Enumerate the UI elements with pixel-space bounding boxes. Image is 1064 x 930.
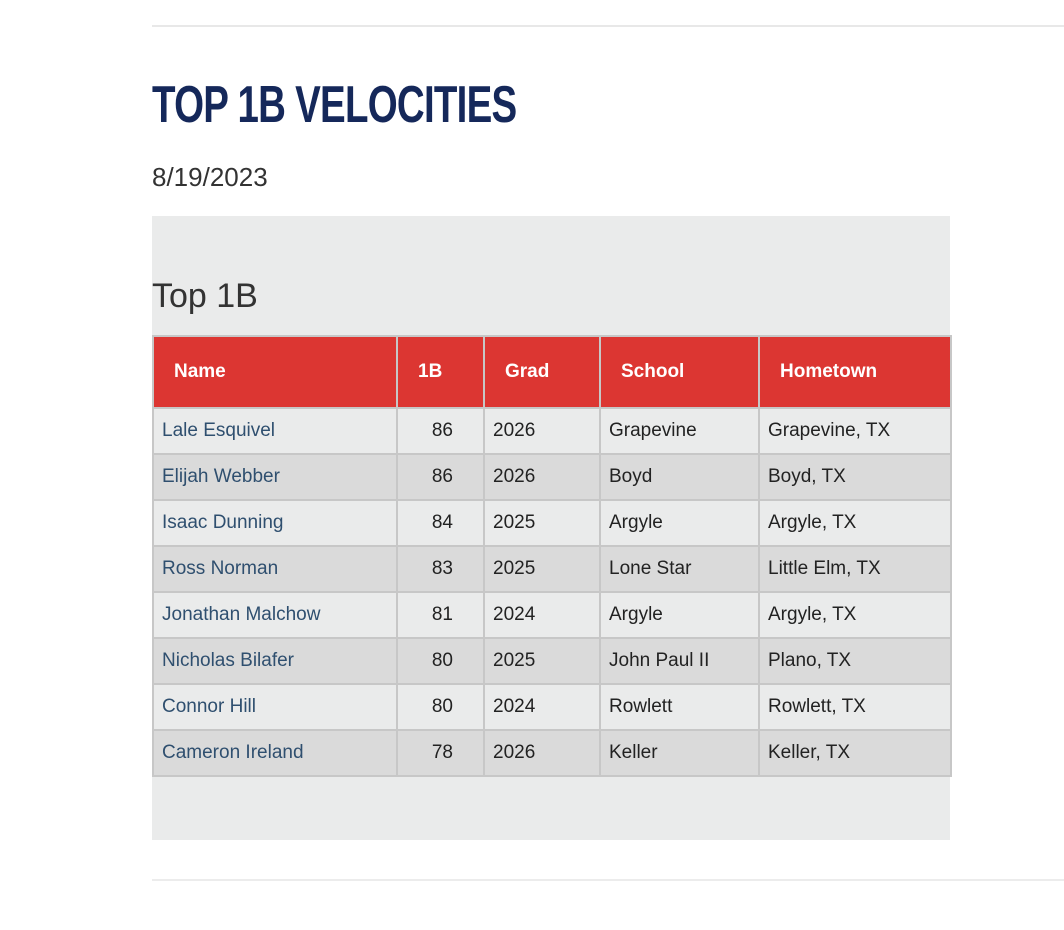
column-header-1b: 1B [397, 336, 484, 408]
velocity-cell: 83 [397, 546, 484, 592]
school-cell: Argyle [600, 592, 759, 638]
player-name-link[interactable]: Lale Esquivel [153, 408, 397, 454]
grad-cell: 2026 [484, 454, 600, 500]
hometown-cell: Plano, TX [759, 638, 951, 684]
school-cell: Argyle [600, 500, 759, 546]
column-header-name: Name [153, 336, 397, 408]
grad-cell: 2024 [484, 684, 600, 730]
hometown-cell: Argyle, TX [759, 592, 951, 638]
player-name-link[interactable]: Jonathan Malchow [153, 592, 397, 638]
hometown-cell: Rowlett, TX [759, 684, 951, 730]
table-row [153, 500, 951, 546]
grad-cell: 2026 [484, 730, 600, 776]
page-title: TOP 1B VELOCITIES [152, 76, 517, 134]
table-heading: Top 1B [152, 277, 258, 315]
player-name-link[interactable]: Nicholas Bilafer [153, 638, 397, 684]
table-body [153, 408, 951, 776]
column-header-school: School [600, 336, 759, 408]
table-row [153, 684, 951, 730]
column-header-grad: Grad [484, 336, 600, 408]
table-row [153, 592, 951, 638]
top-divider [152, 25, 1064, 27]
table-row [153, 730, 951, 776]
school-cell: Rowlett [600, 684, 759, 730]
table-header [153, 336, 951, 408]
column-header-hometown: Hometown [759, 336, 951, 408]
player-name-link[interactable]: Elijah Webber [153, 454, 397, 500]
table-row [153, 546, 951, 592]
hometown-cell: Grapevine, TX [759, 408, 951, 454]
grad-cell: 2025 [484, 638, 600, 684]
player-name-link[interactable]: Isaac Dunning [153, 500, 397, 546]
school-cell: John Paul II [600, 638, 759, 684]
velocity-cell: 78 [397, 730, 484, 776]
table-row [153, 454, 951, 500]
grad-cell: 2024 [484, 592, 600, 638]
player-name-link[interactable]: Ross Norman [153, 546, 397, 592]
velocity-cell: 86 [397, 408, 484, 454]
hometown-cell: Boyd, TX [759, 454, 951, 500]
hometown-cell: Little Elm, TX [759, 546, 951, 592]
post-date: 8/19/2023 [152, 162, 268, 192]
velocity-cell: 80 [397, 638, 484, 684]
velocity-cell: 80 [397, 684, 484, 730]
grad-cell: 2025 [484, 546, 600, 592]
hometown-cell: Keller, TX [759, 730, 951, 776]
velocity-cell: 86 [397, 454, 484, 500]
header-row [153, 336, 951, 408]
table-row [153, 408, 951, 454]
velocity-cell: 81 [397, 592, 484, 638]
hometown-cell: Argyle, TX [759, 500, 951, 546]
velocity-cell: 84 [397, 500, 484, 546]
grad-cell: 2025 [484, 500, 600, 546]
bottom-divider [152, 879, 1064, 881]
player-name-link[interactable]: Cameron Ireland [153, 730, 397, 776]
school-cell: Lone Star [600, 546, 759, 592]
school-cell: Grapevine [600, 408, 759, 454]
table-row [153, 638, 951, 684]
school-cell: Boyd [600, 454, 759, 500]
velocity-table [152, 335, 952, 777]
school-cell: Keller [600, 730, 759, 776]
grad-cell: 2026 [484, 408, 600, 454]
player-name-link[interactable]: Connor Hill [153, 684, 397, 730]
